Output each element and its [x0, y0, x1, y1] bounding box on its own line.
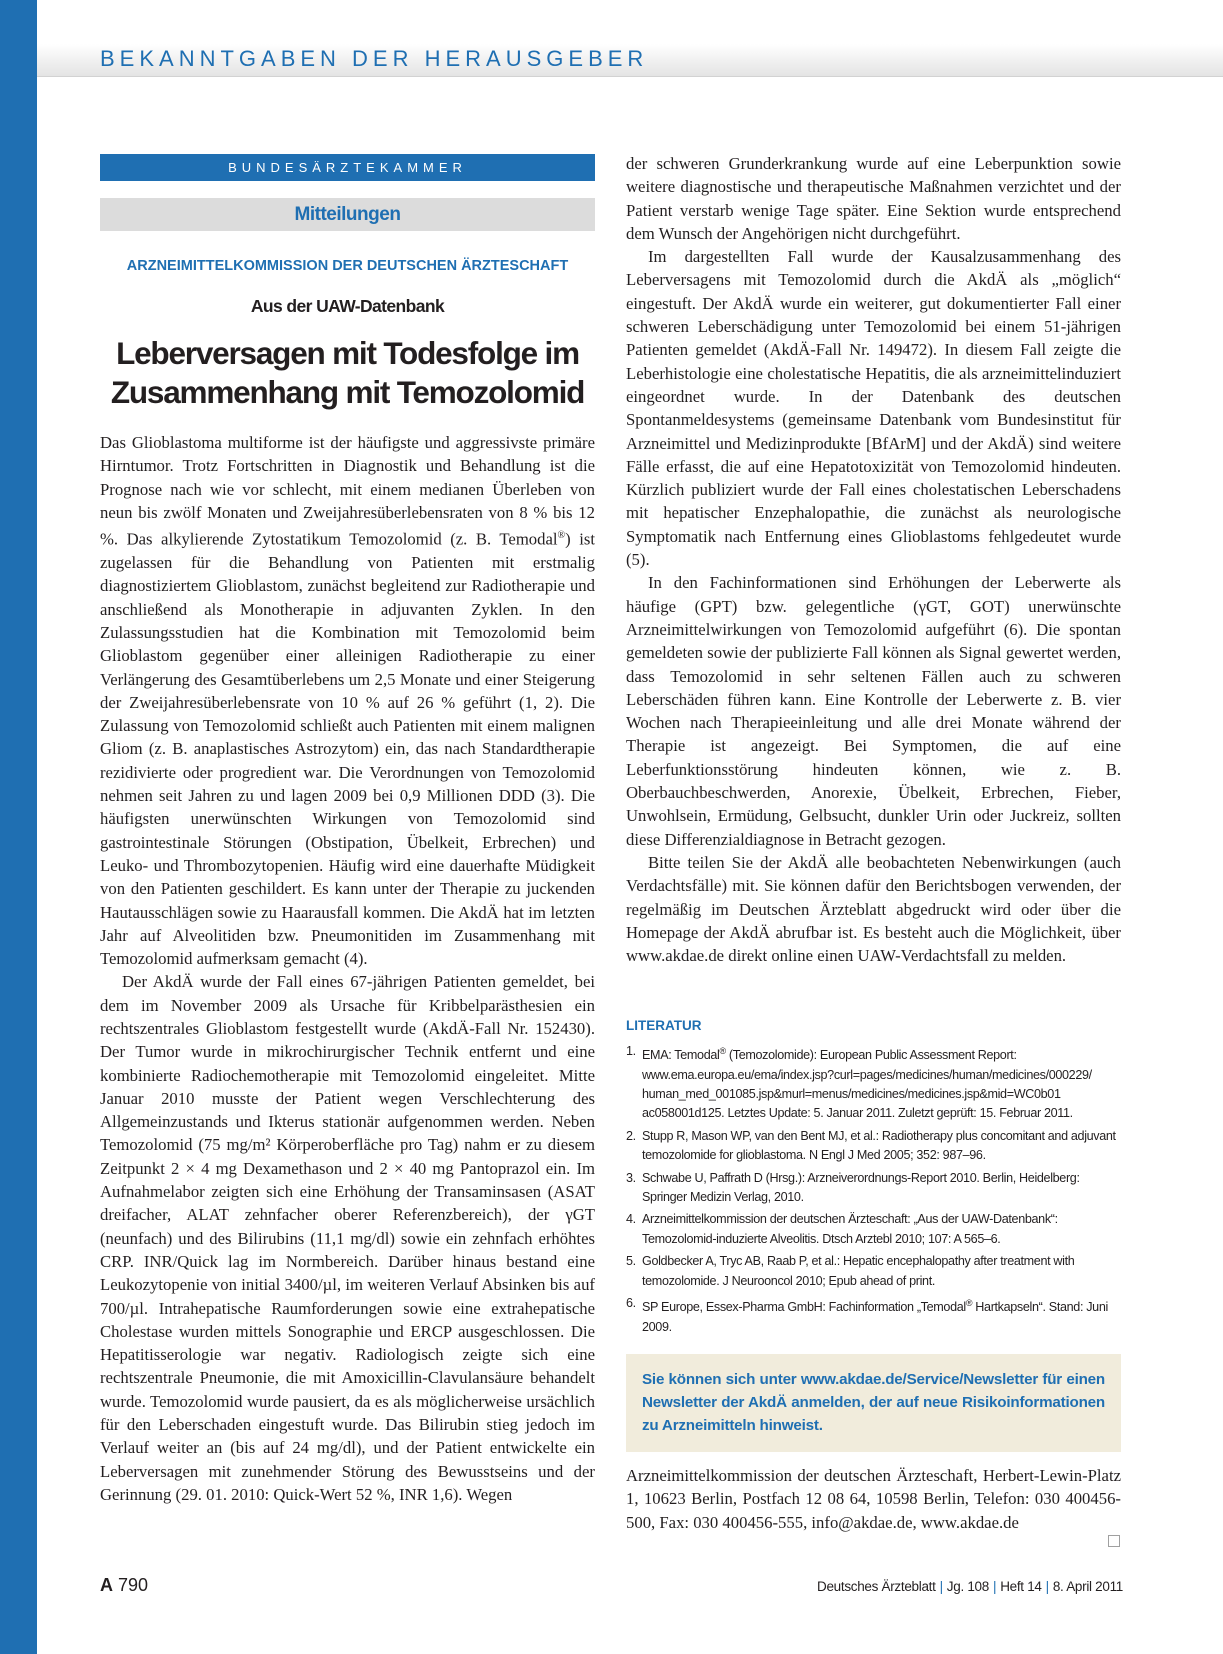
footer-volume: Jg. 108: [946, 1579, 989, 1594]
reference-number: 2.: [626, 1128, 636, 1143]
section-header-title: BEKANNTGABEN DER HERAUSGEBER: [100, 46, 649, 71]
body-paragraph-1: [100, 431, 595, 970]
page-number-value: 790: [118, 1575, 149, 1595]
contact-address: Arzneimittelkommission der deutschen Ärzteschaft, Herbert-Lewin-Platz 1, 10623 Berlin, Postfach 12 08 64, 10598 Berlin, Telefon: 030 400456-500, Fax: 030 400456-555, info@akdae.de, www.akdae.de: [626, 1466, 1121, 1532]
footer-journal: Deutsches Ärzteblatt: [817, 1579, 936, 1594]
reference-text: (Temozolomide): European Public Assessment Report: www.ema.europa.eu/ema/index.jsp?curl=pages/medicines/human/medicines/000229/ human_med_001085.jsp&murl=menus/medicines/medicines.jsp&mid=WC0b01 ac058001d125. Letztes Update: 5. Januar 2011. Zuletzt geprüft: 15. Februar 2011.: [642, 1048, 1092, 1121]
footer-issue: Heft 14: [1000, 1579, 1042, 1594]
left-accent-bar: [0, 0, 37, 1654]
footer-separator: |: [1045, 1579, 1049, 1594]
reference-item: [626, 1210, 1121, 1249]
reference-number: 3.: [626, 1170, 636, 1185]
right-column: [626, 152, 1121, 967]
registered-mark: ®: [965, 1298, 973, 1309]
reference-text: Schwabe U, Paffrath D (Hrsg.): Arzneiverordnungs-Report 2010. Berlin, Heidelberg: Springer Medizin Verlag, 2010.: [642, 1170, 1080, 1205]
registered-mark: ®: [557, 530, 566, 542]
reference-list: [626, 1042, 1121, 1340]
footer-separator: |: [992, 1579, 997, 1594]
article-kicker: Aus der UAW-Datenbank: [250, 296, 445, 316]
reference-item: [626, 1127, 1121, 1166]
para1-text-b: ) ist zugelassen für die Behandlung von Patienten mit erstmalig diagnostiziertem Glioblastom, zunächst begleitend zur Radiotherapie und anschließend als Monotherapie in adjuvanten Zyklen. In den Zulassungsstudien hat die Kombination mit Temozolomid beim Glioblastom gegenüber einer alleinigen Radiotherapie zu einer Verlängerung des Gesamtüberlebens um 2,5 Monate und einer Steigerung der Zweijahresüberlebensrate von 10 % auf 26 % geführt (1, 2). Die Zulassung von Temozolomid schließt auch Patienten mit einem malignen Gliom (z. B. anaplastisches Astrozytom) ein, das nach Standardtherapie rezidivierte oder progredient war. Die Verordnungen von Temozolomid nehmen seit Jahren zu und lagen 2009 bei 0,9 Millionen DDD (3). Die häufigsten unerwünschten Wirkungen von Temozolomid sind gastrointestinale Störungen (Obstipation, Übelkeit, Erbrechen) und Leuko- und Thrombozytopenien. Häufig wird eine dauerhafte Müdigkeit von den Patienten geschildert. Es kann unter der Therapie zu juckenden Hautausschlägen sowie zu Haarausfall kommen. Die AkdÄ hat im letzten Jahr auf Alveolitiden bzw. Pneumonitiden im Zusammenhang mit Temozolomid aufmerksam gemacht (4).: [100, 529, 595, 969]
reference-text: Hartkapseln“. Stand: Juni 2009.: [642, 1300, 1108, 1334]
body-paragraph-4: In den Fachinformationen sind Erhöhungen der Leberwerte als häufige (GPT) bzw. gelegentliche (γGT, GOT) unerwünschte Arzneimittelwirkungen von Temozolomid aufgeführt (6). Die spontan gemeldeten sowie der publizierte Fall können als Signal gewertet werden, dass Temozolomid in sehr seltenen Fällen auch zu schweren Leberschäden führen kann. Eine Kontrolle der Leberwerte z. B. vier Wochen nach Therapieeinleitung und alle drei Monate während der Therapie ist angezeigt. Bei Symptomen, die auf eine Leberfunktionsstörung hindeuten können, wie z. B. Oberbauchbeschwerden, Anorexie, Übelkeit, Erbrechen, Fieber, Unwohlsein, Ermüdung, Gelbsucht, dunkler Urin oder Juckreiz, sollten diese Differenzialdiagnose in Betracht gezogen.: [626, 573, 1121, 849]
footer-separator: |: [939, 1579, 943, 1594]
newsletter-note-box: Sie können sich unter www.akdae.de/Service/Newsletter für einen Newsletter der AkdÄ anmelden, der auf neue Risikoinformationen zu Arzneimitteln hinweist.: [626, 1354, 1121, 1452]
reference-text: EMA: Temodal: [642, 1048, 720, 1063]
reference-text: Arzneimittelkommission der deutschen Ärzteschaft: „Aus der UAW-Datenbank“: Temozolomid-induzierte Alveolitis. Dtsch Arztebl 2010; 107: A 565–6.: [642, 1212, 1058, 1246]
body-paragraph-3: Im dargestellten Fall wurde der Kausalzusammenhang des Leberversagens mit Temozolomid durch die AkdÄ als „möglich“ eingestuft. Der AkdÄ wurde ein weiterer, gut dokumentierter Fall einer schweren Leberschädigung unter Temozolomid bei einem 51-jährigen Patienten gemeldet (AkdÄ-Fall Nr. 149472). In diesem Fall zeigte die Leberhistologie eine cholestatische Hepatitis, die als arzneimittelinduziert eingeordnet wurde. In der Datenbank des deutschen Spontanmeldesystems (gemeinsame Datenbank vom Bundesinstitut für Arzneimittel und Medizinprodukte [BfArM] und der AkdÄ) sind weitere Fälle erfasst, die auf eine Hepatotoxizität von Temozolomid hindeuten. Kürzlich publiziert wurde der Fall eines cholestatischen Leberschadens mit hepatischer Enzephalopathie, die zunächst als neurologische Symptomatik nach Entfernung eines Glioblastoms fehlgedeutet wurde (5).: [626, 247, 1121, 570]
reference-item: [626, 1294, 1121, 1337]
body-paragraph-5: Bitte teilen Sie der AkdÄ alle beobachteten Nebenwirkungen (auch Verdachtsfälle) mit. Sie können dafür den Berichtsbogen verwenden, der regelmäßig im Deutschen Ärzteblatt abgedruckt wird oder über die Homepage der AkdÄ abrufbar ist. Es besteht auch die Möglichkeit, über www.akdae.de direkt online einen UAW-Verdachtsfall zu melden.: [626, 852, 1121, 966]
reference-number: 1.: [626, 1044, 636, 1058]
reference-text: Stupp R, Mason WP, van den Bent MJ, et al.: Radiotherapy plus concomitant and adjuvant temozolomide for glioblastoma. N Engl J Med 2005; 352: 987–96.: [642, 1128, 1116, 1163]
page-prefix: A: [100, 1575, 113, 1595]
organization-heading: ARZNEIMITTELKOMMISSION DER DEUTSCHEN ÄRZTESCHAFT: [126, 258, 569, 274]
reference-number: 4.: [626, 1212, 636, 1227]
section-bar: BUNDESÄRZTEKAMMER: [100, 154, 595, 181]
reference-number: 5.: [626, 1254, 636, 1269]
reference-text: Goldbecker A, Tryc AB, Raab P, et al.: Hepatic encephalopathy after treatment with temozolomide. J Neurooncol 2010; Epub ahead of print.: [642, 1254, 1075, 1288]
literature-heading: LITERATUR: [626, 1018, 702, 1033]
body-paragraph-2-continued: der schweren Grunderkrankung wurde auf eine Leberpunktion sowie weitere diagnostische und therapeutische Maßnahmen verzichtet und der Patient verstarb wenige Tage später. Eine Sektion wurde entsprechend dem Wunsch der Angehörigen nicht durchgeführt.: [626, 154, 1121, 243]
headline-line-2: Zusammenhang mit Temozolomid: [110, 374, 585, 410]
reference-number: 6.: [626, 1296, 636, 1311]
reference-item: [626, 1252, 1121, 1291]
footer-date: 8. April 2011: [1052, 1579, 1123, 1594]
para1-text-a: Das Glioblastoma multiforme ist der häufigste und aggressivste primäre Hirntumor. Trotz Fortschritten in Diagnostik und Behandlung ist die Prognose nach wie vor schlecht, mit einem medianen Überleben von neun bis zwölf Monaten und Zweijahresüberlebensraten von 8 % bis 12 %. Das alkylierende Zytostatikum Temozolomid (z. B. Temodal: [100, 433, 595, 549]
reference-text: SP Europe, Essex-Pharma GmbH: Fachinformation „Temodal: [642, 1300, 966, 1315]
page-number: [100, 1575, 148, 1596]
footer-journal-info: [817, 1579, 1123, 1594]
subsection-bar: Mitteilungen: [100, 198, 595, 231]
registered-mark: ®: [719, 1046, 726, 1056]
headline-line-1: Leberversagen mit Todesfolge im: [116, 335, 579, 371]
end-of-article-square-icon: [1108, 1535, 1120, 1547]
reference-item: [626, 1042, 1121, 1124]
article-headline: [100, 334, 595, 412]
body-paragraph-2: Der AkdÄ wurde der Fall eines 67-jährigen Patienten gemeldet, bei dem im November 2009 als Ursache für Kribbelparästhesien ein rechtszentrales Glioblastom festgestellt wurde (AkdÄ-Fall Nr. 152430). Der Tumor wurde in mikrochirurgischer Technik entfernt und eine kombinierte Radiochemotherapie mit Temozolomid eingeleitet. Mitte Januar 2010 musste der Patient wegen Verschlechterung des Allgemeinzustands und Ikterus stationär aufgenommen werden. Neben Temozolomid (75 mg/m² Körperoberfläche pro Tag) nahm er zu diesem Zeitpunkt 2 × 4 mg Dexamethason und 2 × 40 mg Pantoprazol ein. Im Aufnahmelabor zeigten sich eine Erhöhung der Transaminsasen (ASAT dreifacher, ALAT zehnfacher oberer Referenzbereich), der γGT (neunfach) und des Bilirubins (11,1 mg/dl) sowie ein zehnfach erhöhtes CRP. INR/Quick lag im Normbereich. Darüber hinaus bestand eine Leukozytopenie von initial 3400/µl, im weiteren Verlauf Absinken bis auf 700/µl. Intrahepatische Raumforderungen sowie eine extrahepatische Cholestase wurden mittels Sonographie und ERCP ausgeschlossen. Die Hepatitisserologie war negativ. Radiologisch zeigte sich eine rechtszentrale Pneumonie, die mit Amoxicillin-Clavulansäure behandelt wurde. Temozolomid wurde pausiert, da es als möglicherweise ursächlich für den Leberschaden eingestuft wurde. Das Bilirubin stieg jedoch im Verlauf weiter an (bis auf 24 mg/dl), und der Patient entwickelte ein Leberversagen mit zunehmender Störung des Bewusstseins und der Gerinnung (29. 01. 2010: Quick-Wert 52 %, INR 1,6). Wegen: [100, 972, 595, 1504]
reference-item: [626, 1169, 1121, 1208]
left-column: [100, 431, 595, 1506]
